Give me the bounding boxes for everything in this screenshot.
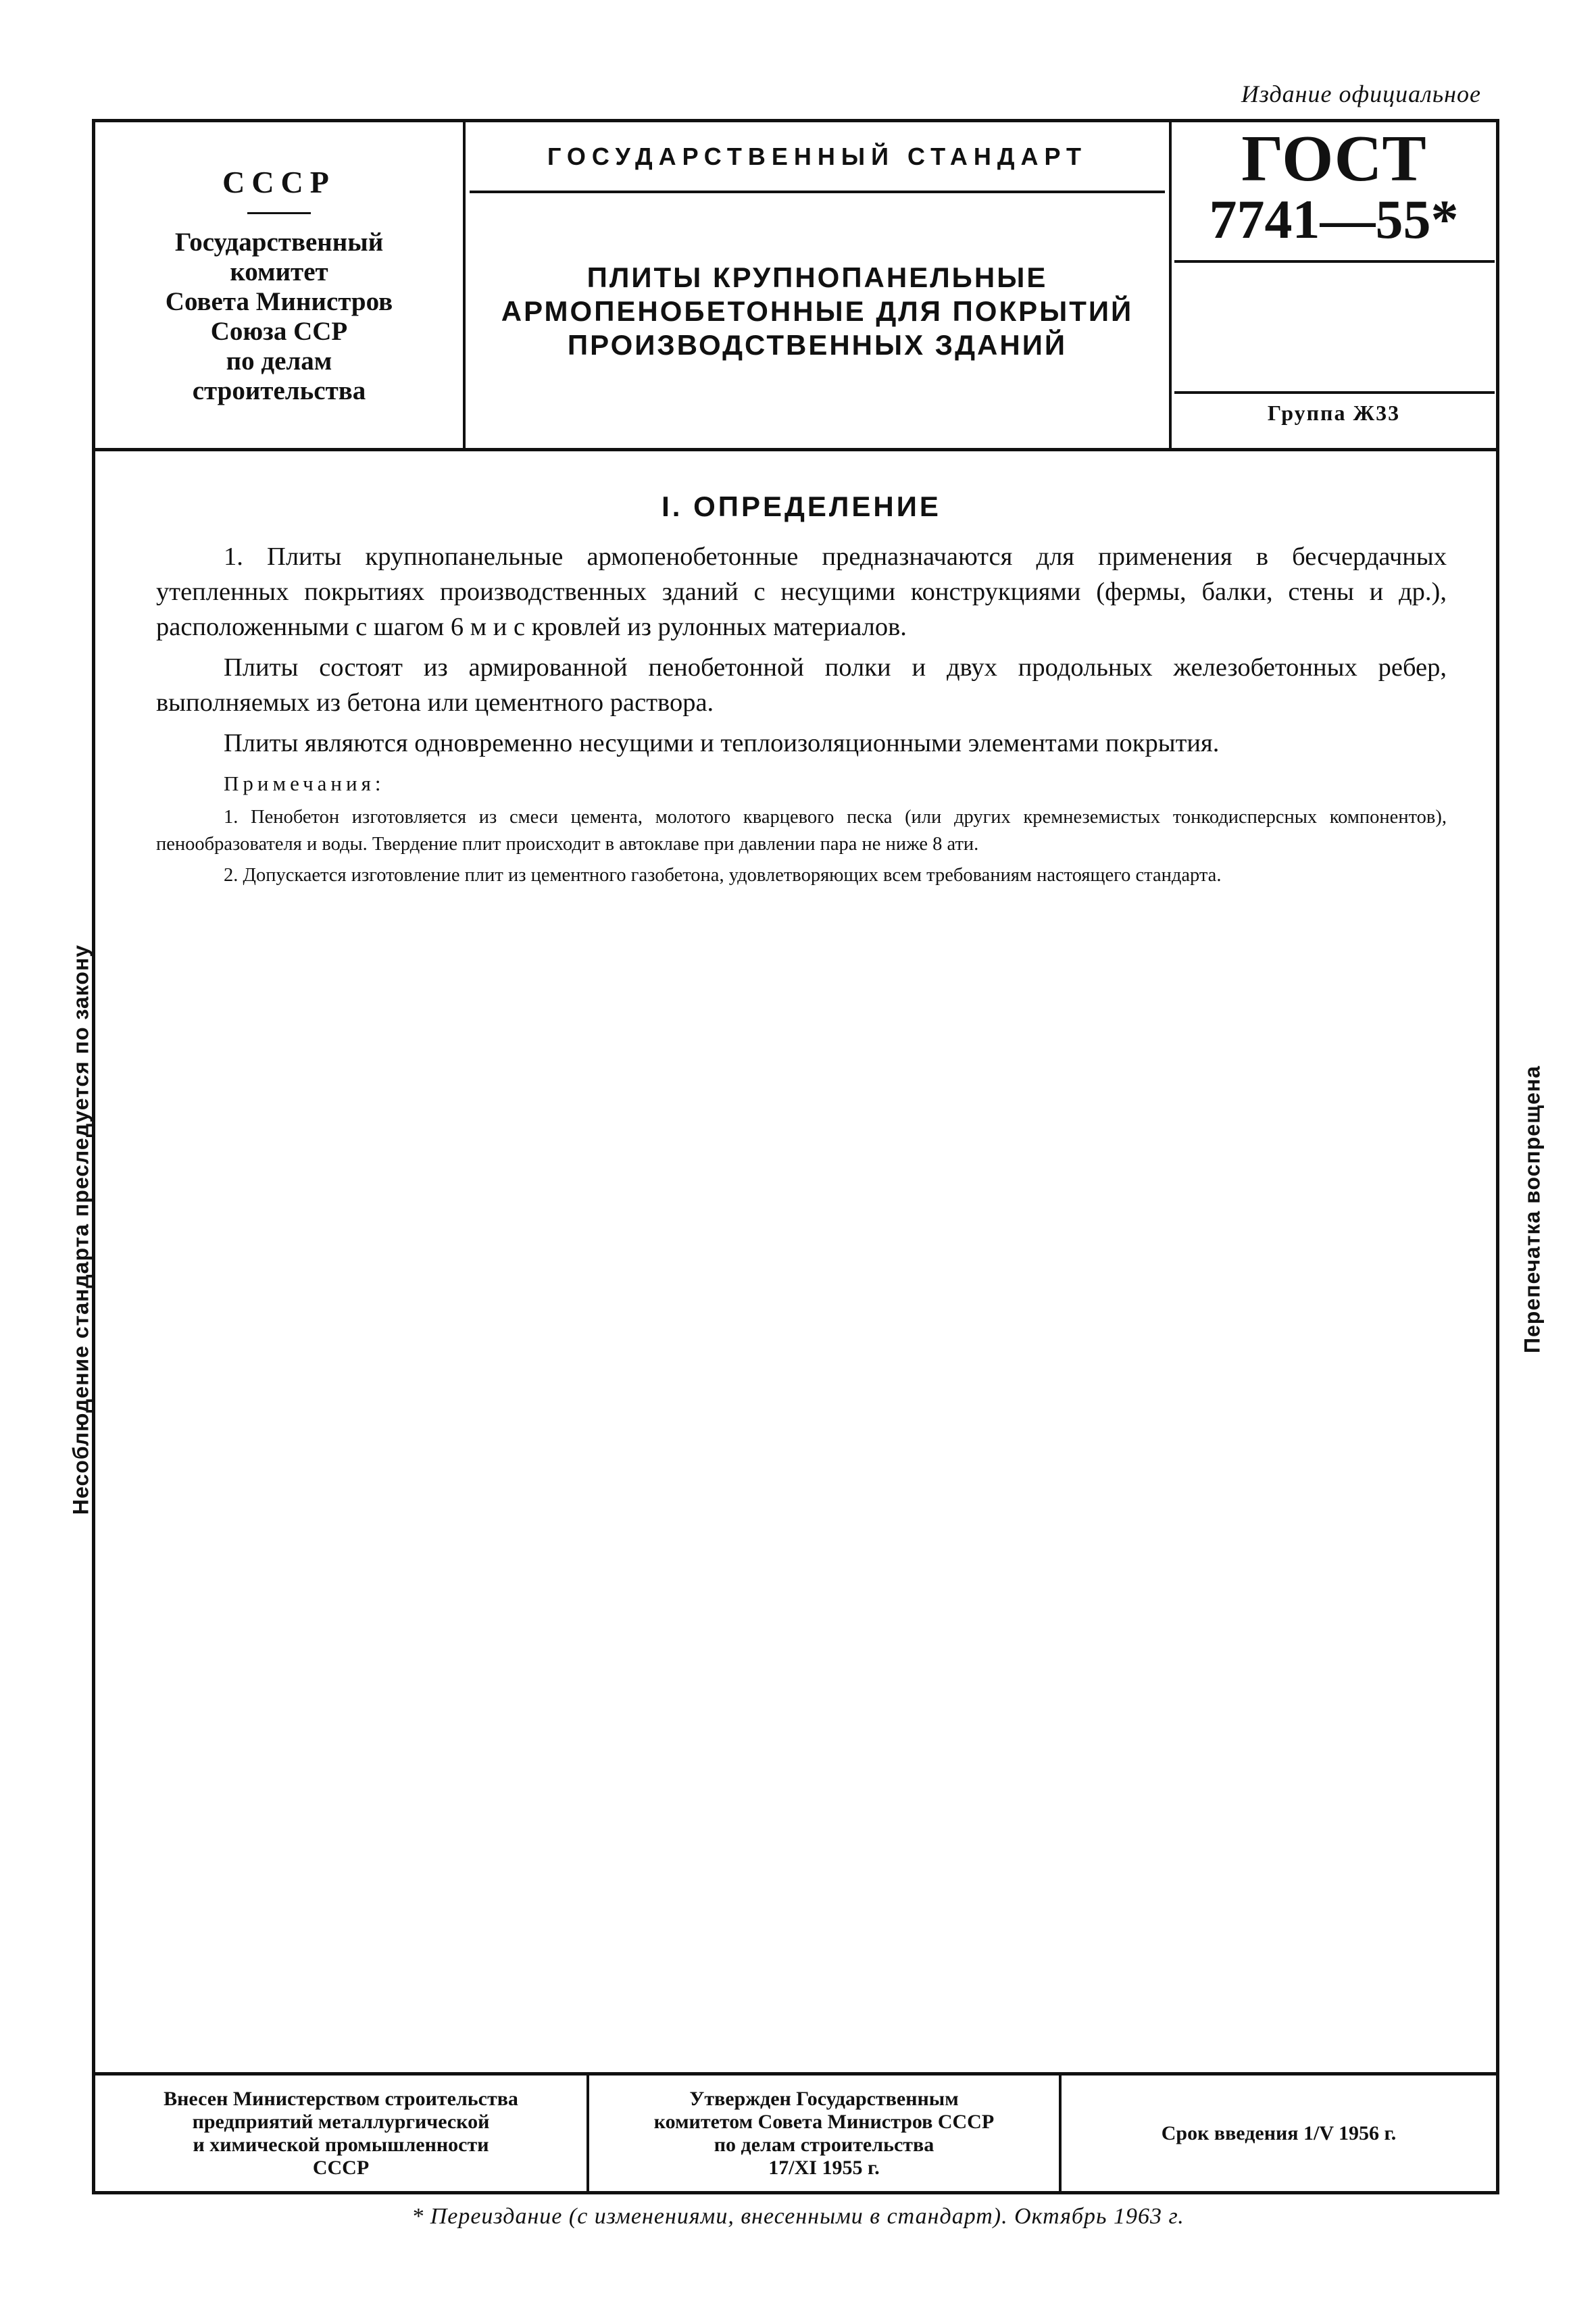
committee-line: Союза ССР — [210, 317, 348, 346]
document-title — [466, 261, 1169, 362]
introduced-line: СССР — [312, 2156, 370, 2179]
title-line: ПРОИЗВОДСТВЕННЫХ ЗДАНИЙ — [567, 329, 1068, 361]
approved-line: комитетом Совета Министров СССР — [653, 2110, 995, 2133]
standard-footer — [95, 2072, 1496, 2191]
committee-line: Государственный — [174, 228, 384, 257]
note-paragraph: 1. Пенобетон изготовляется из смеси цемента, молотого кварцевого песка (или других кремнеземистых тонкодисперсных компонентов), пенообразователя и воды. Твердение плит происходит в автоклаве при давлении пара не ниже 8 ати. — [156, 807, 1447, 855]
reissue-note: * Переиздание (с изменениями, внесенными в стандарт). Октябрь 1963 г. — [412, 2204, 1184, 2229]
approved-line: Утвержден Государственным — [689, 2087, 959, 2110]
body-paragraph: Плиты являются одновременно несущими и теплоизоляционными элементами покрытия. — [224, 729, 1220, 757]
issuing-authority — [95, 122, 466, 448]
effective-date — [1062, 2076, 1496, 2191]
introduced-by — [95, 2076, 589, 2191]
country-underline — [247, 212, 311, 214]
group-divider — [1174, 391, 1495, 394]
body-paragraph: Плиты состоят из армированной пенобетонной полки и двух продольных железобетонных ребер, выполняемых из бетона или цементного раствора. — [156, 653, 1447, 717]
standard-page-frame — [92, 119, 1499, 2194]
gost-number: 7741—55* — [1209, 188, 1459, 250]
standard-header — [95, 122, 1496, 451]
side-note-right: Перепечатка воспрещена — [1520, 1065, 1545, 1353]
approved-line: по делам строительства — [714, 2133, 934, 2156]
official-edition-note: Издание официальное — [1241, 80, 1481, 107]
standard-designation — [1172, 122, 1496, 448]
title-line: ПЛИТЫ КРУПНОПАНЕЛЬНЫЕ — [587, 261, 1048, 293]
gost-label: ГОСТ — [1241, 122, 1426, 195]
standard-type: ГОСУДАРСТВЕННЫЙ СТАНДАРТ — [470, 122, 1165, 193]
classification-group: Группа Ж33 — [1267, 401, 1401, 425]
country-label: СССР — [222, 165, 336, 199]
body-paragraph: 1. Плиты крупнопанельные армопенобетонные предназначаются для применения в бесчердачных утепленных покрытиях производственных зданий с несущими конструкциями (фермы, балки, стены и др.), расположенными с шагом 6 м и с кровлей из рулонных материалов. — [156, 543, 1447, 641]
note-paragraph: 2. Допускается изготовление плит из цементного газобетона, удовлетворяющих всем требованиям настоящего стандарта. — [224, 865, 1222, 886]
title-line: АРМОПЕНОБЕТОННЫЕ ДЛЯ ПОКРЫТИЙ — [501, 295, 1134, 327]
committee-line: по делам — [226, 347, 332, 376]
section-heading: I. ОПРЕДЕЛЕНИЕ — [662, 491, 941, 522]
committee-name — [95, 228, 463, 406]
approved-line: 17/XI 1955 г. — [768, 2156, 880, 2179]
notes-heading: Примечания: — [224, 772, 385, 795]
standard-body — [156, 491, 1447, 893]
committee-line: комитет — [230, 257, 328, 286]
side-note-left: Несоблюдение стандарта преследуется по закону — [68, 944, 93, 1515]
designation-divider — [1174, 260, 1495, 263]
effective-date-text: Срок введения 1/V 1956 г. — [1161, 2121, 1397, 2144]
committee-line: Совета Министров — [165, 287, 393, 316]
approved-by — [589, 2076, 1062, 2191]
standard-title-block — [466, 122, 1172, 448]
introduced-line: и химической промышленности — [193, 2133, 489, 2156]
introduced-line: Внесен Министерством строительства — [164, 2087, 518, 2110]
introduced-line: предприятий металлургической — [192, 2110, 490, 2133]
committee-line: строительства — [192, 376, 366, 405]
